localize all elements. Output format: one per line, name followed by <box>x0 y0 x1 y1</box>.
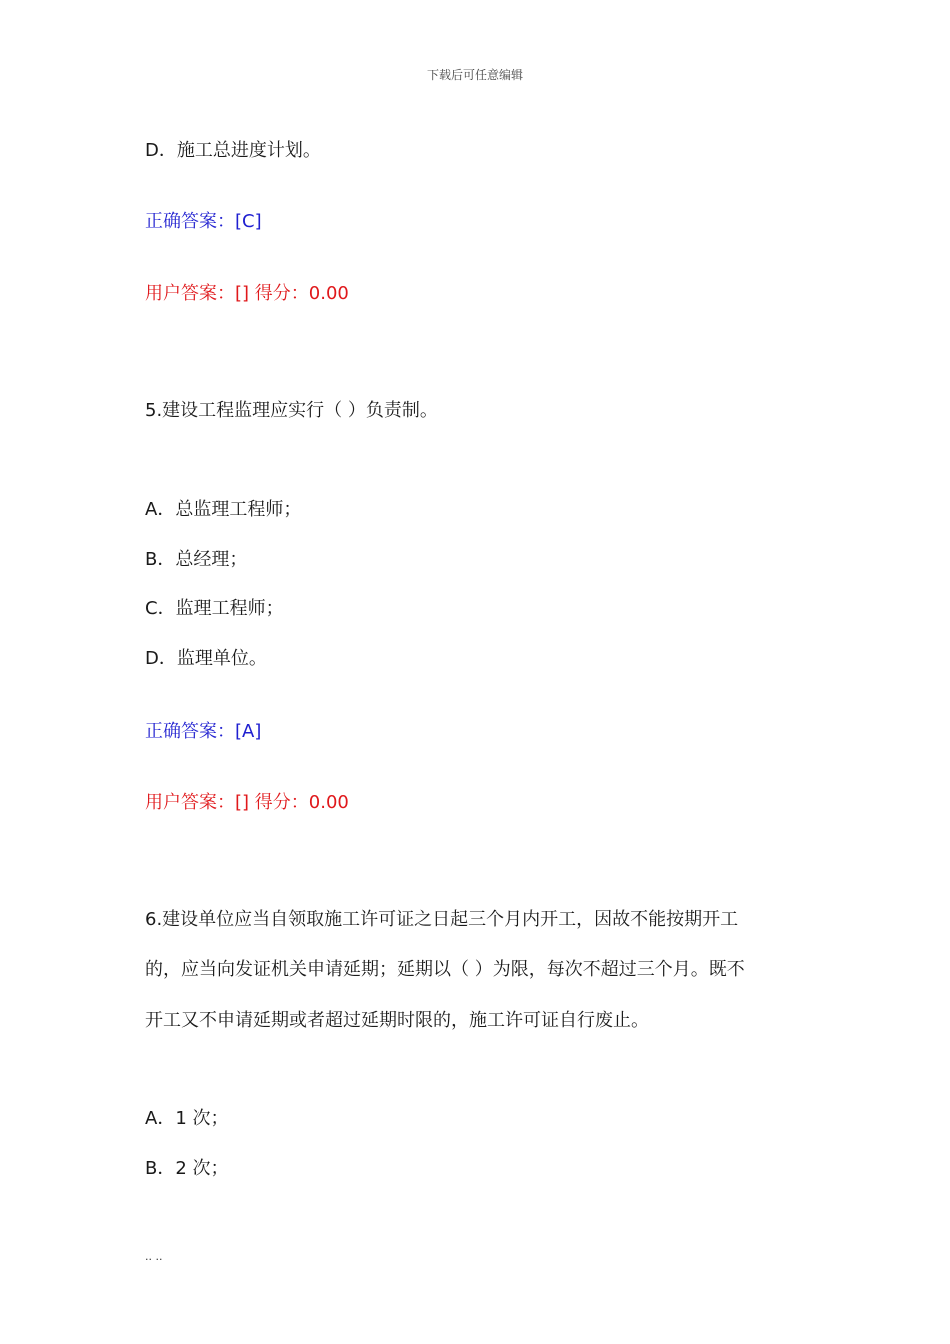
q5-option-a: A．总监理工程师； <box>145 499 302 520</box>
q6-option-a: A．1 次； <box>145 1108 229 1129</box>
q6-option-b: B．2 次； <box>145 1158 229 1179</box>
q5-stem: 5.建设工程监理应实行（ ）负责制。 <box>145 400 438 421</box>
q6-stem-line-2: 的，应当向发证机关申请延期；延期以（ ）为限，每次不超过三个月。既不 <box>145 959 745 980</box>
page-header: 下载后可任意编辑 <box>426 68 523 82</box>
q6-stem-line-3: 开工又不申请延期或者超过延期时限的，施工许可证自行废止。 <box>145 1010 649 1031</box>
q5-option-c: C．监理工程师； <box>145 598 284 619</box>
q5-option-b: B．总经理； <box>145 549 248 570</box>
prev-correct-answer: 正确答案：[C] <box>145 211 262 232</box>
q6-stem-line-1: 6.建设单位应当自领取施工许可证之日起三个月内开工，因故不能按期开工 <box>145 909 739 930</box>
prev-user-answer: 用户答案：[] 得分：0.00 <box>145 283 349 304</box>
prev-option-d: D．施工总进度计划。 <box>145 140 321 161</box>
page-footer: .. .. <box>145 1250 163 1263</box>
q5-user-answer: 用户答案：[] 得分：0.00 <box>145 792 349 813</box>
q5-correct-answer: 正确答案：[A] <box>145 721 262 742</box>
q5-option-d: D．监理单位。 <box>145 648 267 669</box>
